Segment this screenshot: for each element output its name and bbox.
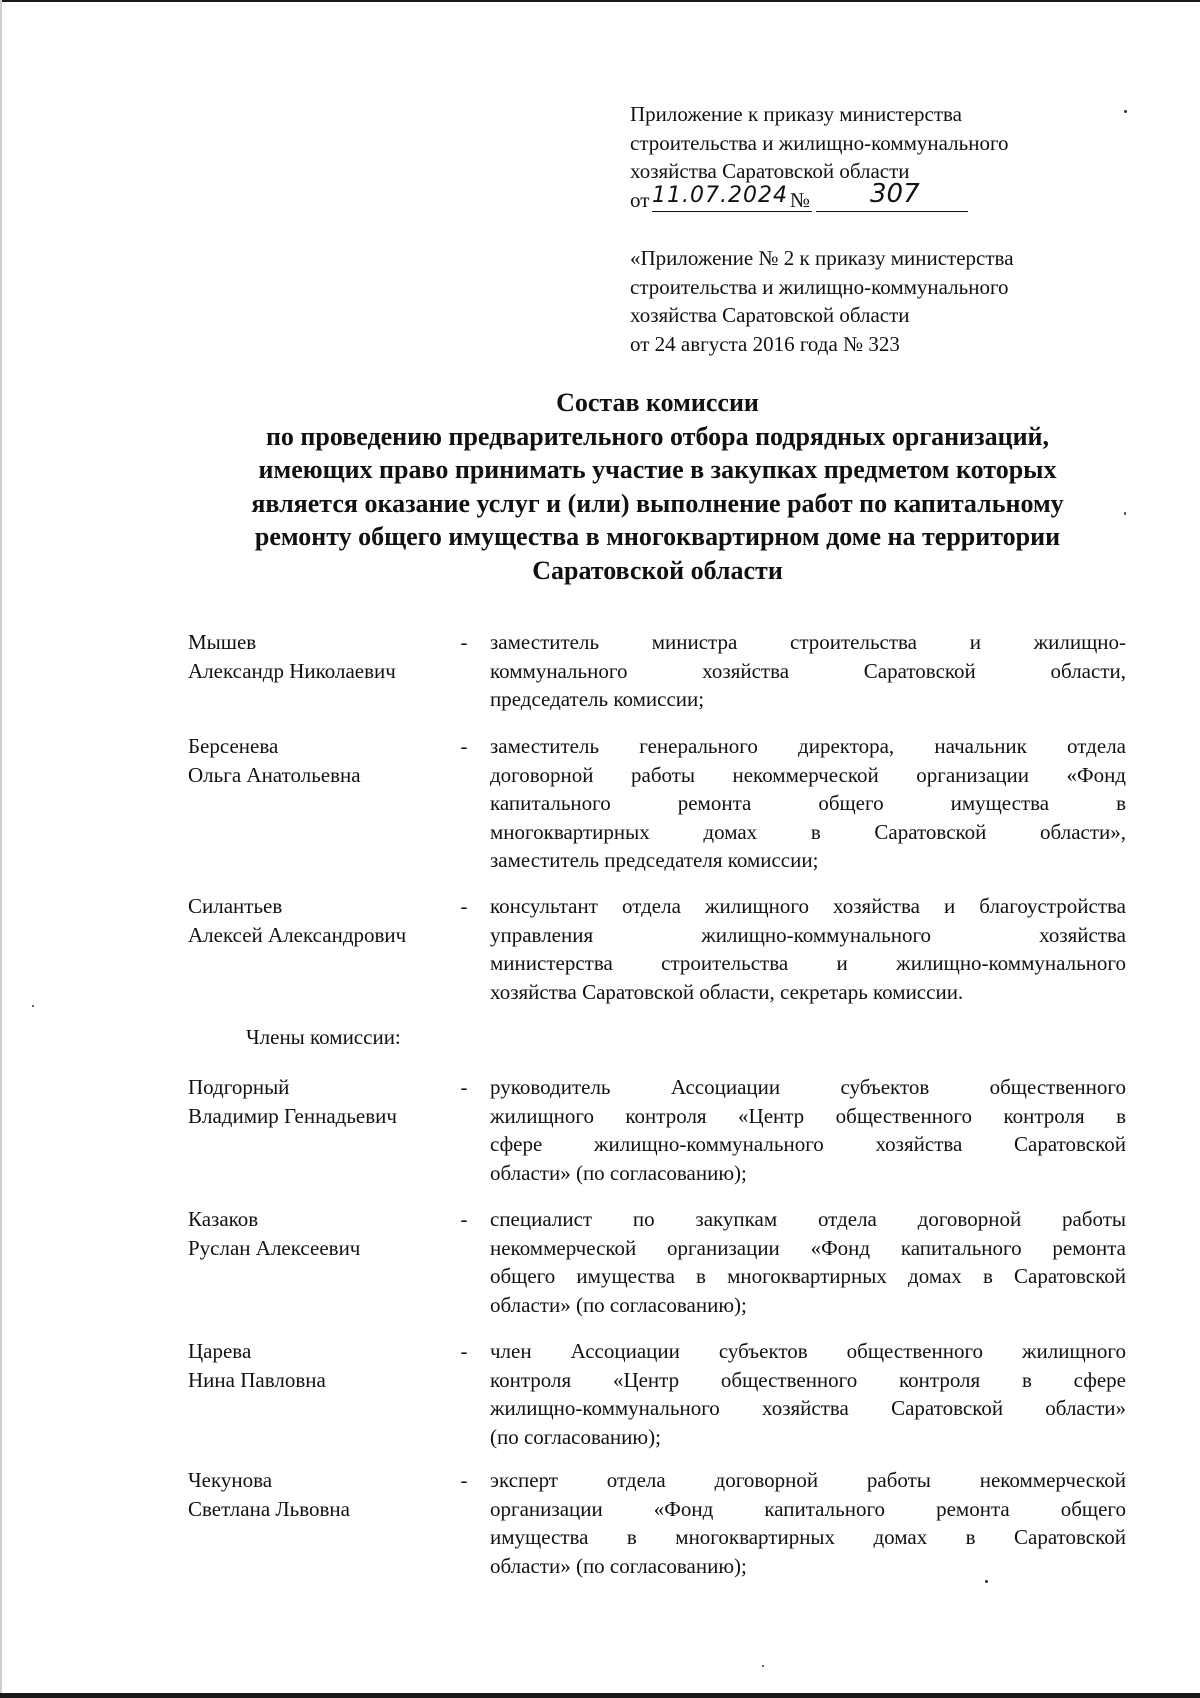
role-line: заместитель министра строительства и жилищно- xyxy=(490,630,1126,654)
member-given-name: Алексей Александрович xyxy=(188,922,407,947)
role-line: некоммерческой организации «Фонд капитального ремонта xyxy=(490,1235,1126,1260)
title-line: ремонту общего имущества в многоквартирном доме на территории xyxy=(254,522,1061,552)
title-line: по проведению предварительного отбора подрядных организаций, xyxy=(265,421,1050,451)
role-line: имущества в многоквартирных домах в Саратовской xyxy=(490,1525,1126,1549)
role-line: договорной работы некоммерческой организации «Фонд xyxy=(490,762,1126,787)
member-given-name: Ольга Анатольевна xyxy=(188,762,361,787)
member-surname: Мышев xyxy=(188,630,257,654)
dash-separator: - xyxy=(460,1207,468,1231)
header-line: строительства и жилищно-коммунального xyxy=(630,130,1009,155)
title-line: Саратовской области xyxy=(532,555,783,585)
scan-speck xyxy=(1124,512,1126,515)
role-line: жилищного контроля «Центр общественного контроля в xyxy=(490,1103,1126,1128)
appendix2-header xyxy=(630,244,1110,358)
role-line: министерства строительства и жилищно-коммунального xyxy=(490,951,1126,975)
member-given-name: Александр Николаевич xyxy=(188,658,396,683)
scan-speck xyxy=(1124,110,1127,113)
role-line: член Ассоциации субъектов общественного жилищного xyxy=(490,1339,1126,1363)
number-underline xyxy=(816,211,968,212)
dash-separator: - xyxy=(460,734,468,758)
dash-separator: - xyxy=(460,1339,468,1363)
role-line: (по согласованию); xyxy=(490,1424,661,1449)
handwritten-date: 11.07.2024 xyxy=(652,182,788,208)
member-name xyxy=(188,1205,448,1262)
date-underline xyxy=(652,211,812,212)
member-surname: Царева xyxy=(188,1339,252,1363)
role-line: специалист по закупкам отдела договорной работы xyxy=(490,1207,1126,1231)
scan-speck xyxy=(762,1665,764,1667)
scan-speck xyxy=(985,1580,988,1583)
scan-top-edge xyxy=(0,0,1200,2)
role-line: капитального ремонта общего имущества в xyxy=(490,791,1126,815)
member-name xyxy=(188,732,448,789)
dash-separator: - xyxy=(460,1468,468,1492)
member-role xyxy=(490,1073,1126,1187)
role-line: председатель комиссии; xyxy=(490,687,705,711)
role-line: многоквартирных домах в Саратовской области», xyxy=(490,819,1126,844)
member-surname: Чекунова xyxy=(188,1468,273,1492)
member-role xyxy=(490,1466,1126,1580)
dash-separator: - xyxy=(460,1075,468,1099)
role-line: заместитель генерального директора, начальник отдела xyxy=(490,734,1126,758)
role-line: руководитель Ассоциации субъектов общественного xyxy=(490,1075,1126,1099)
role-line: коммунального хозяйства Саратовской области, xyxy=(490,658,1126,683)
header-line: Приложение к приказу министерства xyxy=(630,102,962,126)
member-surname: Силантьев xyxy=(188,894,283,918)
header2-line: строительства и жилищно-коммунального xyxy=(630,274,1009,299)
members-heading: Члены комиссии: xyxy=(246,1025,401,1049)
role-line: области» (по согласованию); xyxy=(490,1553,747,1578)
handwritten-number: 307 xyxy=(870,178,920,209)
member-name xyxy=(188,1337,448,1394)
role-line: сфере жилищно-коммунального хозяйства Саратовской xyxy=(490,1132,1126,1156)
scan-left-edge xyxy=(0,0,2,1698)
role-line: области» (по согласованию); xyxy=(490,1160,747,1185)
member-role xyxy=(490,1337,1126,1451)
role-line: жилищно-коммунального хозяйства Саратовской области» xyxy=(490,1396,1126,1420)
number-sign: № xyxy=(790,187,811,212)
role-line: эксперт отдела договорной работы некоммерческой xyxy=(490,1468,1126,1492)
header2-line: хозяйства Саратовской области xyxy=(630,303,910,327)
title-line: Состав комиссии xyxy=(556,388,759,417)
role-line: консультант отдела жилищного хозяйства и благоустройства xyxy=(490,894,1126,918)
header-line: хозяйства Саратовской области xyxy=(630,159,910,183)
role-line: контроля «Центр общественного контроля в сфере xyxy=(490,1367,1126,1392)
member-role xyxy=(490,732,1126,875)
member-given-name: Нина Павловна xyxy=(188,1367,326,1392)
member-name xyxy=(188,1466,448,1523)
member-role xyxy=(490,892,1126,1006)
title-line: является оказание услуг и (или) выполнение работ по капитальному xyxy=(251,488,1064,518)
appendix-header xyxy=(630,100,1110,215)
role-line: организации «Фонд капитального ремонта общего xyxy=(490,1496,1126,1521)
member-name xyxy=(188,1073,448,1130)
member-given-name: Руслан Алексеевич xyxy=(188,1235,361,1260)
document-title xyxy=(180,386,1135,588)
member-role xyxy=(490,1205,1126,1319)
member-name xyxy=(188,628,448,685)
role-line: общего имущества в многоквартирных домах в Саратовской xyxy=(490,1264,1126,1288)
scan-bottom-edge xyxy=(0,1693,1200,1698)
member-given-name: Владимир Геннадьевич xyxy=(188,1103,397,1128)
member-surname: Подгорный xyxy=(188,1075,290,1099)
role-line: хозяйства Саратовской области, секретарь комиссии. xyxy=(490,979,964,1004)
role-line: заместитель председателя комиссии; xyxy=(490,848,819,872)
dash-separator: - xyxy=(460,630,468,654)
dash-separator: - xyxy=(460,894,468,918)
title-line: имеющих право принимать участие в закупках предметом которых xyxy=(258,455,1057,485)
role-line: управления жилищно-коммунального хозяйства xyxy=(490,922,1126,947)
member-role xyxy=(490,628,1126,714)
scan-speck xyxy=(32,1005,34,1007)
member-surname: Берсенева xyxy=(188,734,279,758)
ot-label: от xyxy=(630,187,650,212)
header2-line: от 24 августа 2016 года № 323 xyxy=(630,331,900,356)
member-given-name: Светлана Львовна xyxy=(188,1496,350,1521)
member-name xyxy=(188,892,448,949)
member-surname: Казаков xyxy=(188,1207,259,1231)
role-line: области» (по согласованию); xyxy=(490,1292,747,1317)
order-date-number-line xyxy=(630,178,1110,215)
header2-line: «Приложение № 2 к приказу министерства xyxy=(630,246,1014,270)
